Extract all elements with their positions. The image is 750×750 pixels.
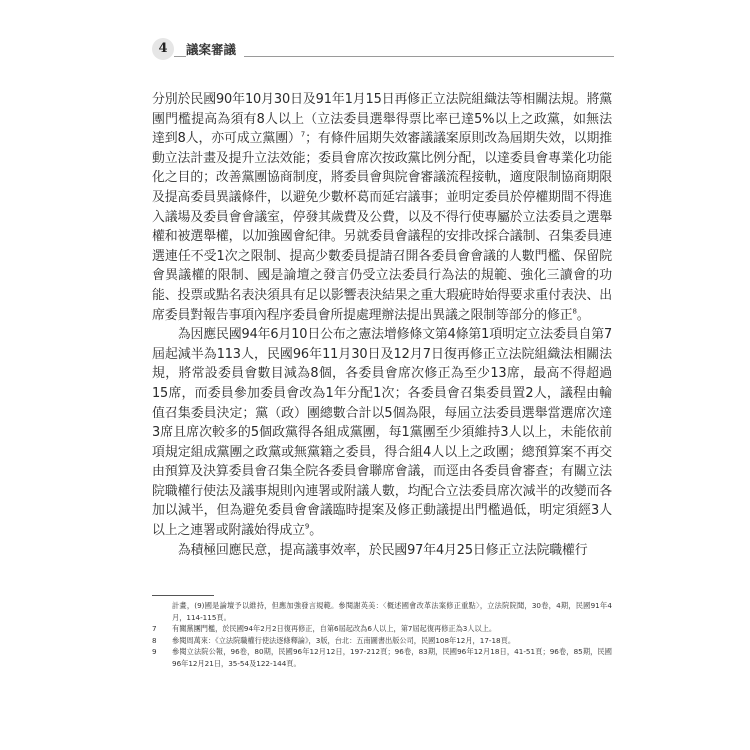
footnote-continuation: 計畫，(9)國是論壇予以維持，但應加強發言規範。參閱謝英美：〈概述國會改革法案修正重點〉，立法院院聞，30卷，4期，民國91年4月，114-115頁。 (172, 601, 612, 622)
chapter-title: 議案審議 (186, 40, 244, 58)
footnote-7 (152, 623, 612, 635)
footnote-9 (152, 646, 612, 669)
footnote-ref-9: 9 (304, 522, 310, 531)
footnote-text: 有關黨團門檻，於民國94年2月2日復再修正，自第6屆起改為6人以上，第7屆起復再修正為3人以上。 (172, 624, 497, 633)
text-run: 為積極回應民意，提高議事效率，於民國97年4月25日修正立法院職權行 (177, 542, 588, 558)
footnote-separator (152, 595, 214, 596)
paragraph-1 (152, 90, 612, 325)
text-run: 。 (309, 523, 322, 539)
text-run: 。 (576, 307, 590, 323)
page-number: 4 (152, 38, 174, 60)
footnote-8 (152, 635, 612, 647)
footnote-number: 7 (152, 624, 157, 633)
text-run: ；有條件屆期失效審議議案原則改為屆期失效，以期推動立法計畫及提升立法效能；委員會席次按政黨比例分配，以達委員會專業化功能化之目的；改善黨團協商制度，將委員會與院會審議流程接軌，適度限制協商期限及提高委員異議條件，以避免少數杯葛而延宕議事；並明定委員於停權期間不得進入議場及委員會會議室，停發其歲費及公費，以及不得行使專屬於立法委員之選舉權和被選舉權，以加強國會紀律。另就委員會議程的安排改採合議制、召集委員連選連任不受1次之限制、提高少數委員提請召開各委員會會議的人數門檻、保留院會異議權的限制、國是論壇之發言仍受立法委員行為法的規範、強化三讀會的功能、投票或點名表決須具有足以影響表決結果之重大瑕疵時始得要求重付表決、出席委員對報告事項內程序委員會所提處理辦法提出異議之限制等部分的修正 (152, 131, 613, 323)
footnote-ref-7: 7 (300, 130, 306, 139)
body-text (152, 90, 612, 560)
footnote-number: 9 (152, 647, 157, 656)
text-run: 為因應民國94年6月10日公布之憲法增修條文第4條第1項明定立法委員自第7屆起減半為113人，民國96年11月30日及12月7日復再修正立法院組織法相關法規，將常設委員會數目減為8個，各委員會席次修正為至少13席，最高不得超過15席，而委員參加委員會改為1年分配1次；各委員會召集委員置2人，議程由輪值召集委員決定；黨（政）團總數合計以5個為限，每屆立法委員選舉當選席次達3席且席次較多的5個政黨得各組成黨團，每1黨團至少須維持3人以上，未能依前項規定組成黨團之政黨或無黨籍之委員，得合組4人以上之政團；總預算案不再交由預算及決算委員會召集全院各委員會聯席會議，而逕由各委員會審查；有關立法院職權行使法及議事規則內連署或附議人數，均配合立法委員席次減半的改變而各加以減半，但為避免委員會會議臨時提案及修正動議提出門檻過低，明定須經3人以上之連署或附議始得成立 (152, 327, 612, 539)
text-run: 分別於民國90年10月30日及91年1月15日再修正立法院組織法等相關法規。將黨團門檻提高為須有8人以上（立法委員選舉得票比率已達5%以上之政黨，如無法達到8人，亦可成立黨團） (152, 92, 612, 147)
footnote-ref-8: 8 (572, 307, 577, 316)
footnote-number: 8 (152, 635, 157, 645)
paragraph-2 (152, 325, 612, 541)
running-header (152, 38, 612, 60)
footnote-text: 參閱周萬來：《立法院職權行使法逐條釋論》，3版，台北：五南圖書出版公司，民國108年12月，17-18頁。 (172, 635, 516, 645)
footnotes (152, 600, 612, 669)
footnote-text: 參閱立法院公報，96卷，80期，民國96年12月12日，197-212頁；96卷，83期，民國96年12月18日，41-51頁；96卷，85期，民國96年12月21日，35-54及122-144頁。 (172, 647, 612, 668)
paragraph-3 (152, 541, 612, 561)
